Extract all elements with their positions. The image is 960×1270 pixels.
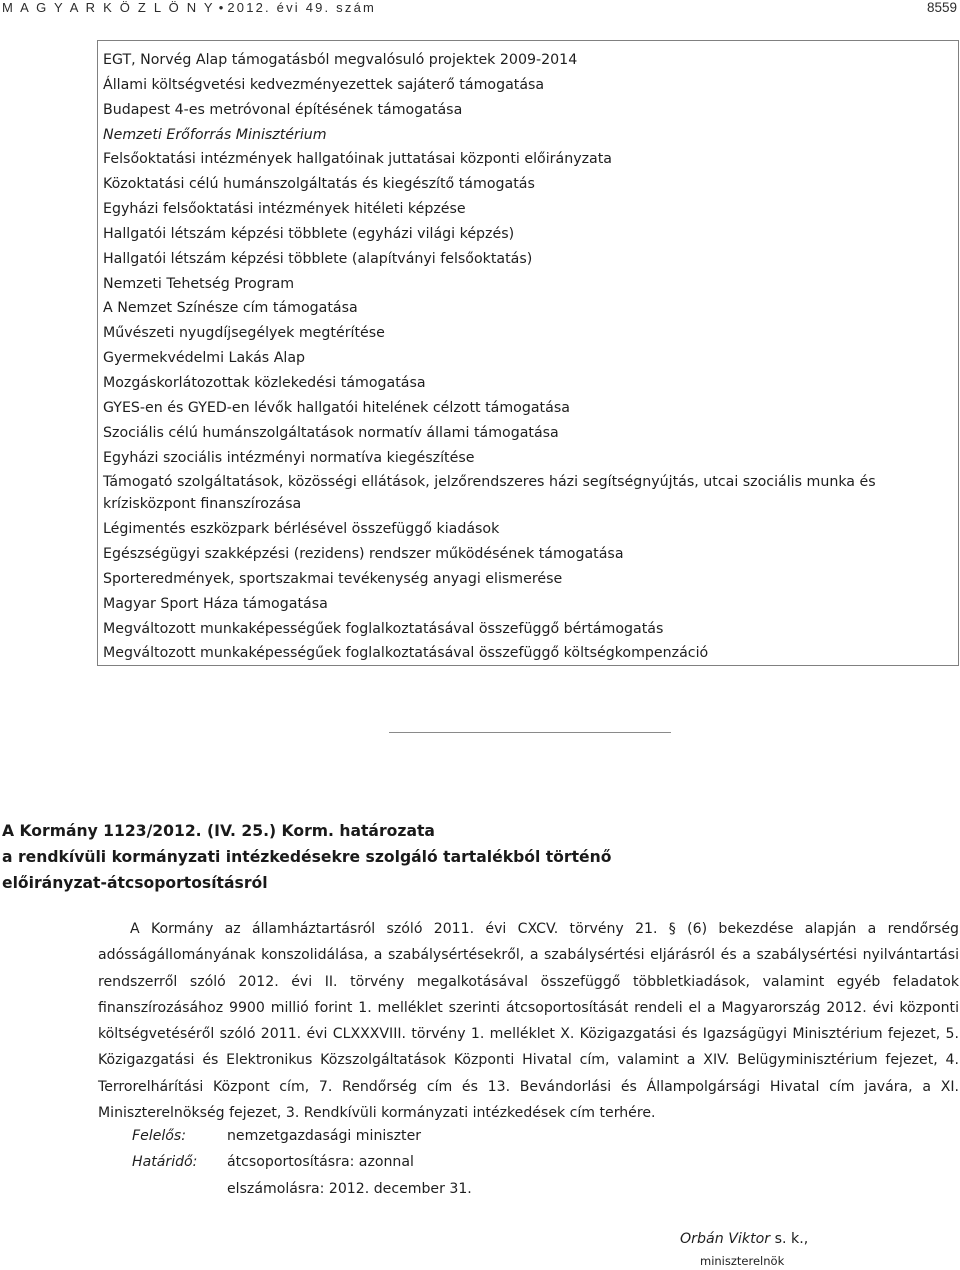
- resolution-title: [2, 818, 942, 896]
- deadline-value-settlement: elszámolásra: 2012. december 31.: [227, 1180, 472, 1197]
- deadline-row-settlement: [132, 1176, 472, 1202]
- signature-block: [680, 1228, 808, 1270]
- signatory-suffix: s. k.,: [770, 1231, 809, 1247]
- deadline-label: Határidő:: [132, 1154, 198, 1171]
- responsible-row: [132, 1123, 472, 1149]
- list-item: Nemzeti Erőforrás Minisztérium: [103, 126, 327, 143]
- journal-title: [2, 0, 376, 15]
- list-item: Egyházi szociális intézményi normatíva kiegészítése: [103, 449, 475, 466]
- list-item: Megváltozott munkaképességűek foglalkoztatásával összefüggő költségkompenzáció: [103, 645, 709, 662]
- list-item: Hallgatói létszám képzési többlete (egyházi világi képzés): [103, 225, 515, 242]
- resolution-title-line-1: A Kormány 1123/2012. (IV. 25.) Korm. határozata: [2, 822, 435, 840]
- list-item: Közoktatási célú humánszolgáltatás és kiegészítő támogatás: [103, 176, 535, 193]
- list-item: Szociális célú humánszolgáltatások normatív állami támogatása: [103, 424, 559, 441]
- list-item: Egészségügyi szakképzési (rezidens) rendszer működésének támogatása: [103, 546, 624, 563]
- signatory-name: Orbán Viktor: [680, 1231, 771, 1247]
- list-item: EGT, Norvég Alap támogatásból megvalósuló projektek 2009-2014: [103, 52, 578, 68]
- appropriation-items-list: [103, 49, 918, 667]
- list-item: Megváltozott munkaképességűek foglalkoztatásával összefüggő bértámogatás: [103, 620, 664, 637]
- list-item: Nemzeti Tehetség Program: [103, 275, 295, 292]
- list-item: Magyar Sport Háza támogatása: [103, 595, 328, 612]
- list-item: Hallgatói létszám képzési többlete (alapítványi felsőoktatás): [103, 250, 533, 267]
- resolution-title-line-2: a rendkívüli kormányzati intézkedésekre szolgáló tartalékból történő: [2, 848, 612, 866]
- responsibility-block: [132, 1123, 472, 1202]
- list-item: Sporteredmények, sportszakmai tevékenység anyagi elismerése: [103, 570, 563, 587]
- responsible-value: nemzetgazdasági miniszter: [227, 1128, 422, 1144]
- resolution-title-line-3: előirányzat-átcsoportosításról: [2, 874, 268, 892]
- resolution-body: [98, 916, 959, 1126]
- list-item: Mozgáskorlátozottak közlekedési támogatása: [103, 374, 426, 391]
- list-item: Művészeti nyugdíjsegélyek megtérítése: [103, 325, 385, 342]
- signatory: [680, 1228, 808, 1250]
- list-item: Állami költségvetési kedvezményezettek sajáterő támogatása: [103, 76, 545, 93]
- running-header: [0, 0, 960, 22]
- section-divider: [389, 732, 671, 733]
- appropriation-items-box: [97, 40, 959, 666]
- list-item: Gyermekvédelmi Lakás Alap: [103, 350, 306, 367]
- signatory-role: miniszterelnök: [700, 1254, 785, 1268]
- journal-name: M A G Y A R K Ö Z L Ö N Y: [2, 0, 215, 15]
- list-item: Légimentés eszközpark bérlésével összefüggő kiadások: [103, 521, 500, 538]
- list-item: Egyházi felsőoktatási intézmények hitéleti képzése: [103, 201, 466, 218]
- responsible-label: Felelős:: [132, 1128, 186, 1144]
- deadline-value-immediate: átcsoportosításra: azonnal: [227, 1154, 414, 1171]
- issue-number: 2012. évi 49. szám: [227, 0, 377, 15]
- bullet-separator: •: [218, 0, 224, 15]
- list-item: GYES-en és GYED-en lévők hallgatói hitelének célzott támogatása: [103, 399, 570, 416]
- list-item: A Nemzet Színésze cím támogatása: [103, 300, 358, 317]
- list-item: Budapest 4-es metróvonal építésének támogatása: [103, 101, 463, 118]
- page-number: 8559: [926, 0, 957, 15]
- deadline-row: [132, 1149, 472, 1175]
- list-item: Támogató szolgáltatások, közösségi ellátások, jelzőrendszeres házi segítségnyújtás, utcai szociális munka és krízisközpont finanszírozása: [103, 474, 876, 513]
- list-item: Felsőoktatási intézmények hallgatóinak juttatásai központi előirányzata: [103, 151, 612, 168]
- resolution-paragraph: A Kormány az államháztartásról szóló 2011. évi CXCV. törvény 21. § (6) bekezdése alapján a rendőrség adósságállományának konszolidálása, a szabálysértésekről, a szabálysértési eljárásról és a szabálysértési nyilvántartási rendszerről szóló 2012. évi II. törvény megalkotásával összefüggő többletkiadások, valamint egyéb feladatok finanszírozásához 9900 millió forint 1. melléklet szerinti átcsoportosítását rendeli el a Magyarország 2012. évi központi költségvetéséről szóló 2011. évi CLXXXVIII. törvény 1. melléklet X. Közigazgatási és Igazságügyi Minisztérium fejezet, 5. Közigazgatási és Elektronikus Közszolgáltatások Központi Hivatal cím, valamint a XIV. Belügyminisztérium fejezet, 4. Terrorelhárítási Központ cím, 7. Rendőrség cím és 13. Bevándorlási és Állampolgársági Hivatal cím javára, a XI. Miniszterelnökség fejezet, 3. Rendkívüli kormányzati intézkedések cím terhére.: [98, 921, 959, 1122]
